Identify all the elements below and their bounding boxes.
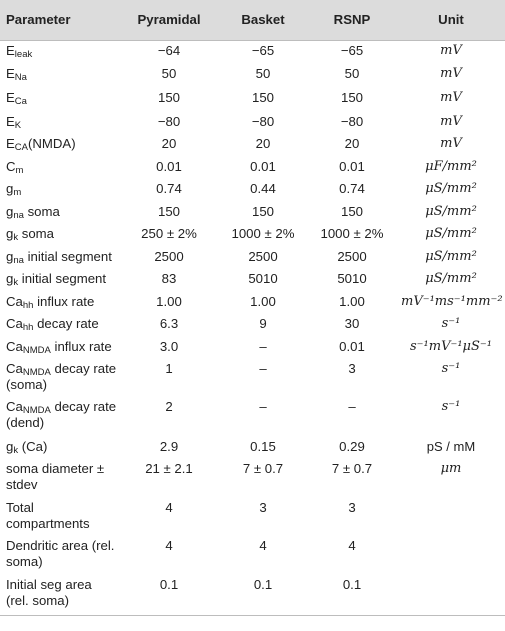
parameter-symbol: soma diameter ± stdev <box>6 461 105 492</box>
cell-basket: 9 <box>259 316 267 331</box>
cell-rsnp: 0.74 <box>339 181 365 196</box>
cell-basket: 50 <box>255 66 271 81</box>
cell-rsnp: 30 <box>344 316 360 331</box>
table-row <box>0 157 505 179</box>
cell-rsnp: 0.1 <box>307 575 397 615</box>
cell-parameter <box>0 112 119 134</box>
cell-parameter <box>0 292 119 314</box>
cell-basket: 1000 ± 2% <box>231 226 295 241</box>
header-unit: Unit <box>397 0 505 40</box>
cell-basket: 0.1 <box>219 575 307 615</box>
cell-pyramidal: 0.74 <box>156 181 182 196</box>
cell-rsnp: −80 <box>340 114 364 129</box>
parameter-subscript: leak <box>14 48 33 60</box>
cell-basket: – <box>259 361 267 376</box>
table-row <box>0 64 505 88</box>
parameter-symbol: Ca <box>6 294 23 309</box>
cell-rsnp: 0.29 <box>339 439 365 454</box>
header-basket: Basket <box>219 0 307 40</box>
parameter-symbol: g <box>6 439 14 454</box>
cell-basket: 7 ± 0.7 <box>242 461 284 476</box>
parameter-subscript: hh <box>22 322 34 333</box>
parameter-subscript: na <box>13 210 24 221</box>
parameter-subscript: k <box>13 445 19 456</box>
table-row <box>0 314 505 337</box>
cell-unit: μS/mm² <box>425 249 477 264</box>
cell-unit: μm <box>440 461 462 476</box>
parameter-subscript: k <box>13 277 19 288</box>
cell-parameter <box>0 157 119 179</box>
header-row <box>0 0 505 40</box>
cell-pyramidal: −64 <box>157 42 181 58</box>
parameter-symbol: E <box>6 42 15 58</box>
cell-basket: 2500 <box>248 249 278 264</box>
parameter-subscript: NMDA <box>22 367 51 378</box>
parameter-subscript: K <box>14 120 22 131</box>
cell-pyramidal: 2.9 <box>159 439 179 454</box>
table-row <box>0 224 505 247</box>
table-row <box>0 337 505 359</box>
parameter-subscript: k <box>13 232 19 243</box>
parameter-subscript: hh <box>22 300 34 311</box>
cell-rsnp: 5010 <box>337 271 367 286</box>
cell-rsnp: 0.01 <box>339 159 365 174</box>
cell-basket: – <box>259 339 267 354</box>
cell-unit: mV <box>440 66 462 81</box>
parameter-suffix: influx rate <box>50 339 112 354</box>
cell-rsnp: 3 <box>348 361 356 376</box>
cell-unit: s⁻¹mV⁻¹μS⁻¹ <box>410 339 492 354</box>
cell-pyramidal: 150 <box>157 90 180 105</box>
parameter-suffix: (NMDA) <box>28 136 76 151</box>
cell-parameter <box>0 40 119 64</box>
cell-rsnp: 150 <box>340 204 363 219</box>
cell-unit <box>397 575 505 615</box>
cell-basket: −80 <box>251 114 275 129</box>
cell-unit: mV <box>440 136 462 151</box>
cell-pyramidal: 150 <box>157 204 180 219</box>
cell-pyramidal: 21 ± 2.1 <box>145 461 193 476</box>
table-row <box>0 269 505 292</box>
cell-rsnp: 3 <box>348 500 356 515</box>
cell-unit: s⁻¹ <box>441 399 461 414</box>
cell-unit <box>397 536 505 575</box>
cell-unit: μS/mm² <box>425 204 477 219</box>
cell-parameter <box>0 575 119 615</box>
parameter-symbol: Dendritic area (rel. soma) <box>6 538 115 569</box>
cell-pyramidal: 0.1 <box>119 575 219 615</box>
cell-rsnp: 20 <box>344 136 360 151</box>
cell-parameter <box>0 88 119 112</box>
table-row <box>0 359 505 397</box>
table-row <box>0 459 505 498</box>
cell-unit: mV <box>440 114 462 129</box>
cell-pyramidal: 2 <box>165 399 173 414</box>
cell-unit: mV <box>440 42 462 58</box>
parameter-subscript: Na <box>14 72 27 83</box>
cell-pyramidal: 4 <box>165 500 173 515</box>
cell-basket: 0.15 <box>250 439 276 454</box>
cell-parameter <box>0 134 119 157</box>
cell-rsnp: 50 <box>344 66 360 81</box>
parameter-symbol: Total compartments <box>6 500 90 531</box>
cell-pyramidal: 1.00 <box>156 294 182 309</box>
parameter-symbol: g <box>6 226 14 241</box>
parameter-subscript: m <box>15 165 24 176</box>
table-row <box>0 134 505 157</box>
cell-parameter <box>0 337 119 359</box>
parameter-suffix: soma <box>18 226 55 241</box>
cell-unit: mV⁻¹ms⁻¹mm⁻² <box>401 294 503 309</box>
parameter-suffix: influx rate <box>33 294 95 309</box>
cell-unit: μS/mm² <box>425 226 477 241</box>
cell-pyramidal: 3.0 <box>159 339 179 354</box>
parameter-subscript: Ca <box>14 96 27 107</box>
cell-basket: 150 <box>251 204 274 219</box>
table-row <box>0 292 505 314</box>
cell-basket: 3 <box>259 500 267 515</box>
cell-unit: s⁻¹ <box>441 316 461 331</box>
parameter-symbol: E <box>6 90 15 105</box>
cell-basket: 1.00 <box>250 294 276 309</box>
cell-unit: pS / mM <box>426 439 476 454</box>
cell-parameter <box>0 536 119 575</box>
cell-basket: 0.01 <box>250 159 276 174</box>
cell-parameter <box>0 397 119 437</box>
parameter-symbol: Ca <box>6 316 23 331</box>
cell-parameter <box>0 459 119 498</box>
parameter-symbol: Ca <box>6 361 23 376</box>
cell-rsnp: 7 ± 0.7 <box>331 461 373 476</box>
cell-unit: s⁻¹ <box>441 361 461 376</box>
table-header <box>0 0 505 40</box>
table-row <box>0 179 505 202</box>
cell-parameter <box>0 359 119 397</box>
parameter-subscript: CA <box>14 142 28 153</box>
cell-parameter <box>0 64 119 88</box>
header-pyramidal: Pyramidal <box>119 0 219 40</box>
cell-rsnp: 1.00 <box>339 294 365 309</box>
parameter-symbol: g <box>6 204 14 219</box>
cell-rsnp: – <box>348 399 356 414</box>
cell-basket: −65 <box>251 42 275 58</box>
parameter-symbol: g <box>6 181 14 196</box>
header-parameter: Parameter <box>0 0 119 40</box>
table-row <box>0 498 505 536</box>
cell-parameter <box>0 314 119 337</box>
table-row <box>0 536 505 575</box>
table-row <box>0 88 505 112</box>
cell-parameter <box>0 498 119 536</box>
table-row <box>0 397 505 437</box>
parameter-symbol: Initial seg area (rel. soma) <box>6 577 92 608</box>
cell-pyramidal: −80 <box>157 114 181 129</box>
cell-basket: 20 <box>255 136 271 151</box>
cell-parameter <box>0 269 119 292</box>
cell-pyramidal: 83 <box>161 271 177 286</box>
parameter-suffix: initial segment <box>18 271 107 286</box>
cell-unit: μS/mm² <box>425 181 477 196</box>
cell-parameter <box>0 179 119 202</box>
table-row <box>0 437 505 459</box>
cell-rsnp: 2500 <box>337 249 367 264</box>
cell-parameter <box>0 437 119 459</box>
parameter-suffix: decay rate (soma) <box>6 361 117 392</box>
cell-pyramidal: 1 <box>165 361 173 376</box>
parameter-subscript: NMDA <box>22 405 51 416</box>
cell-parameter <box>0 224 119 247</box>
parameter-symbol: E <box>6 114 15 129</box>
parameter-suffix: initial segment <box>23 249 112 264</box>
cell-pyramidal: 2500 <box>154 249 184 264</box>
parameter-symbol: g <box>6 249 14 264</box>
cell-unit <box>397 498 505 536</box>
cell-basket: – <box>259 399 267 414</box>
cell-basket: 4 <box>259 538 267 553</box>
parameter-symbol: g <box>6 271 14 286</box>
parameter-symbol: C <box>6 159 16 174</box>
cell-pyramidal: 20 <box>161 136 177 151</box>
cell-parameter <box>0 202 119 224</box>
parameter-symbol: E <box>6 136 15 151</box>
cell-rsnp: 0.01 <box>339 339 365 354</box>
cell-rsnp: 4 <box>348 538 356 553</box>
table-row <box>0 202 505 224</box>
parameter-symbol: E <box>6 66 15 81</box>
parameter-suffix: decay rate (dend) <box>6 399 117 430</box>
parameter-symbol: Ca <box>6 339 23 354</box>
cell-basket: 150 <box>251 90 274 105</box>
parameter-suffix: soma <box>23 204 60 219</box>
cell-pyramidal: 0.01 <box>156 159 182 174</box>
parameter-suffix: (Ca) <box>18 439 48 454</box>
cell-unit: mV <box>440 90 462 105</box>
cell-pyramidal: 250 ± 2% <box>141 226 197 241</box>
cell-unit: μS/mm² <box>425 271 477 286</box>
cell-basket: 5010 <box>248 271 278 286</box>
parameter-suffix: decay rate <box>33 316 99 331</box>
cell-pyramidal: 4 <box>165 538 173 553</box>
header-rsnp: RSNP <box>307 0 397 40</box>
cell-pyramidal: 50 <box>161 66 177 81</box>
table-body <box>0 40 505 615</box>
table-row <box>0 40 505 64</box>
cell-rsnp: 150 <box>340 90 363 105</box>
cell-rsnp: −65 <box>340 42 364 58</box>
table-row <box>0 575 505 615</box>
parameter-subscript: NMDA <box>22 345 51 356</box>
cell-rsnp: 1000 ± 2% <box>320 226 384 241</box>
cell-unit: μF/mm² <box>425 159 477 174</box>
table-row <box>0 112 505 134</box>
cell-parameter <box>0 247 119 269</box>
table-row <box>0 247 505 269</box>
parameter-subscript: na <box>13 255 24 266</box>
cell-pyramidal: 6.3 <box>159 316 179 331</box>
parameter-symbol: Ca <box>6 399 23 414</box>
parameter-subscript: m <box>13 187 22 198</box>
cell-basket: 0.44 <box>250 181 276 196</box>
